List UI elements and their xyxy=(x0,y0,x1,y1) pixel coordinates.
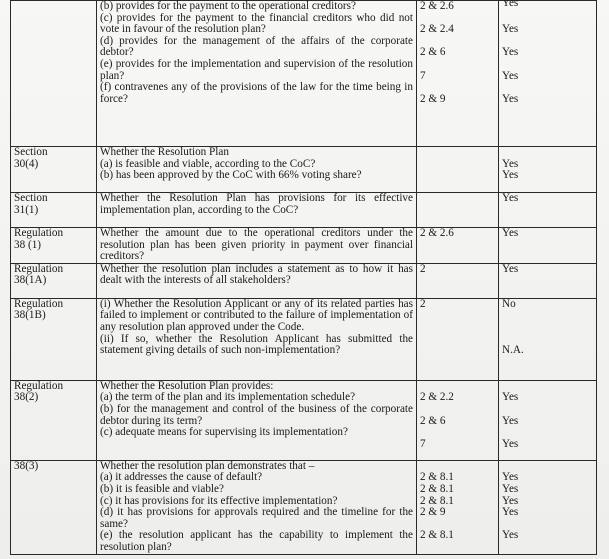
table-row xyxy=(11,228,597,264)
description-cell xyxy=(97,147,417,193)
clause-text: (b) has been approved by the CoC with 66% voting share? xyxy=(100,169,362,182)
reference-value: 2 & 9 xyxy=(420,506,446,519)
section-label: Regulation xyxy=(14,379,64,392)
result-value: Yes xyxy=(502,0,519,9)
description-cell xyxy=(97,228,417,264)
clause-text: (i) Whether the Resolution Applicant or any of its related parties has failed to implement or contributed to the failure of implementation of any resolution plan approved under the Code. xyxy=(100,297,413,333)
reference-value: 2 & 9 xyxy=(420,92,446,105)
section-number: 38(1B) xyxy=(14,309,46,322)
table-row xyxy=(11,193,597,228)
table-row xyxy=(11,380,597,460)
clause-text: (b) for the management and control of the business of the corporate debtor during its term? xyxy=(100,402,413,427)
description-cell xyxy=(97,460,417,554)
table-row xyxy=(11,263,597,298)
clause-text: (b) provides for the payment to the operational creditors? xyxy=(100,0,356,12)
result-value: N.A. xyxy=(502,344,524,357)
section-cell xyxy=(11,228,97,264)
clause-text: Whether the amount due to the operational creditors under the resolution plan has been given priority in payment over financial creditors? xyxy=(100,227,413,263)
table-row xyxy=(11,298,597,380)
section-label: Regulation xyxy=(14,297,64,310)
result-value: Yes xyxy=(502,227,519,239)
description-cell xyxy=(97,1,417,147)
result-value: No xyxy=(502,297,516,310)
reference-value: 2 & 8.1 xyxy=(420,494,454,507)
result-cell xyxy=(499,147,597,193)
result-value: Yes xyxy=(502,506,519,519)
result-cell xyxy=(499,228,597,264)
reference-cell xyxy=(417,263,499,298)
clause-text: (c) adequate means for supervising its implementation? xyxy=(100,426,348,439)
section-number: 30(4) xyxy=(14,157,39,170)
clause-text: (e) the resolution applicant has the capability to implement the resolution plan? xyxy=(100,529,413,553)
clause-text: (f) contravenes any of the provisions of the law for the time being in force? xyxy=(100,81,413,105)
reference-value: 2 & 8.1 xyxy=(420,471,454,484)
result-cell xyxy=(499,298,597,380)
reference-cell xyxy=(417,228,499,264)
description-cell xyxy=(97,380,417,460)
result-value: Yes xyxy=(502,262,519,275)
section-label: 38(3) xyxy=(14,459,39,472)
result-value: Yes xyxy=(502,46,519,59)
clause-text: Whether the resolution plan includes a statement as to how it has dealt with the interests of all stakeholders? xyxy=(100,262,413,287)
clause-text: (d) it has provisions for approvals required and the timeline for the same? xyxy=(100,506,413,530)
clause-text: Whether the Resolution Plan has provisions for its effective implementation plan, according to the CoC? xyxy=(100,192,413,216)
reference-cell xyxy=(417,380,499,460)
result-value: Yes xyxy=(502,414,519,427)
section-label: Section xyxy=(14,146,48,158)
section-cell xyxy=(11,298,97,380)
reference-value: 2 & 2.6 xyxy=(420,227,454,239)
result-cell xyxy=(499,460,597,554)
clause-heading: Whether the Resolution Plan provides: xyxy=(100,379,274,392)
section-cell xyxy=(11,263,97,298)
result-cell xyxy=(499,1,597,147)
clause-heading: Whether the resolution plan demonstrates that – xyxy=(100,459,315,472)
clause-text: (a) the term of the plan and its implementation schedule? xyxy=(100,391,356,404)
section-cell xyxy=(11,380,97,460)
description-cell xyxy=(97,193,417,228)
description-cell xyxy=(97,263,417,298)
reference-value: 7 xyxy=(420,69,426,82)
result-value: Yes xyxy=(502,23,519,36)
clause-text: (d) provides for the management of the affairs of the corporate debtor? xyxy=(100,34,413,59)
reference-cell xyxy=(417,1,499,147)
reference-cell xyxy=(417,193,499,228)
section-number: 38(1A) xyxy=(14,274,47,287)
description-cell xyxy=(97,298,417,380)
clause-text: (e) provides for the implementation and supervision of the resolution plan? xyxy=(100,57,413,82)
result-value: Yes xyxy=(502,391,519,404)
section-label: Regulation xyxy=(14,227,64,239)
reference-value: 2 xyxy=(420,262,426,275)
section-label: Regulation xyxy=(14,262,64,275)
section-cell xyxy=(11,460,97,554)
reference-cell xyxy=(417,147,499,193)
clause-text: (a) is feasible and viable, according to the CoC? xyxy=(100,157,316,170)
section-number: 31(1) xyxy=(14,203,39,216)
result-value: Yes xyxy=(502,157,519,170)
section-cell xyxy=(11,193,97,228)
section-number: 38(2) xyxy=(14,391,39,404)
result-value: Yes xyxy=(502,437,519,450)
clause-text: (c) provides for the payment to the financial creditors who did not vote in favour of the resolution plan? xyxy=(100,11,413,36)
clause-text: (b) it is feasible and viable? xyxy=(100,482,224,495)
section-cell xyxy=(11,1,97,147)
reference-cell xyxy=(417,460,499,554)
result-value: Yes xyxy=(502,192,519,204)
clause-text: (a) it addresses the cause of default? xyxy=(100,471,263,484)
result-cell xyxy=(499,193,597,228)
table-row xyxy=(11,147,597,193)
reference-value: 2 & 8.1 xyxy=(420,482,454,495)
section-number: 38 (1) xyxy=(14,238,42,251)
section-cell xyxy=(11,147,97,193)
result-value: Yes xyxy=(502,482,519,495)
result-value: Yes xyxy=(502,69,519,82)
reference-value: 7 xyxy=(420,437,426,450)
reference-value: 2 & 2.4 xyxy=(420,23,454,36)
result-value: Yes xyxy=(502,471,519,484)
result-value: Yes xyxy=(502,529,519,542)
clause-text: (c) it has provisions for its effective implementation? xyxy=(100,494,338,507)
reference-value: 2 & 6 xyxy=(420,414,446,427)
reference-value: 2 xyxy=(420,297,426,310)
reference-value: 2 & 2.6 xyxy=(420,0,454,12)
table-row xyxy=(11,1,597,147)
clause-text: (ii) If so, whether the Resolution Applicant has submitted the statement giving details of such non-implementation? xyxy=(100,332,413,357)
result-value: Yes xyxy=(502,169,519,182)
result-value: Yes xyxy=(502,494,519,507)
table-row xyxy=(11,460,597,554)
section-label: Section xyxy=(14,192,48,204)
clause-heading: Whether the Resolution Plan xyxy=(100,146,229,158)
result-value: Yes xyxy=(502,92,519,105)
compliance-table xyxy=(10,0,597,555)
reference-value: 2 & 8.1 xyxy=(420,529,454,542)
reference-value: 2 & 2.2 xyxy=(420,391,454,404)
reference-value: 2 & 6 xyxy=(420,46,446,59)
result-cell xyxy=(499,263,597,298)
result-cell xyxy=(499,380,597,460)
reference-cell xyxy=(417,298,499,380)
